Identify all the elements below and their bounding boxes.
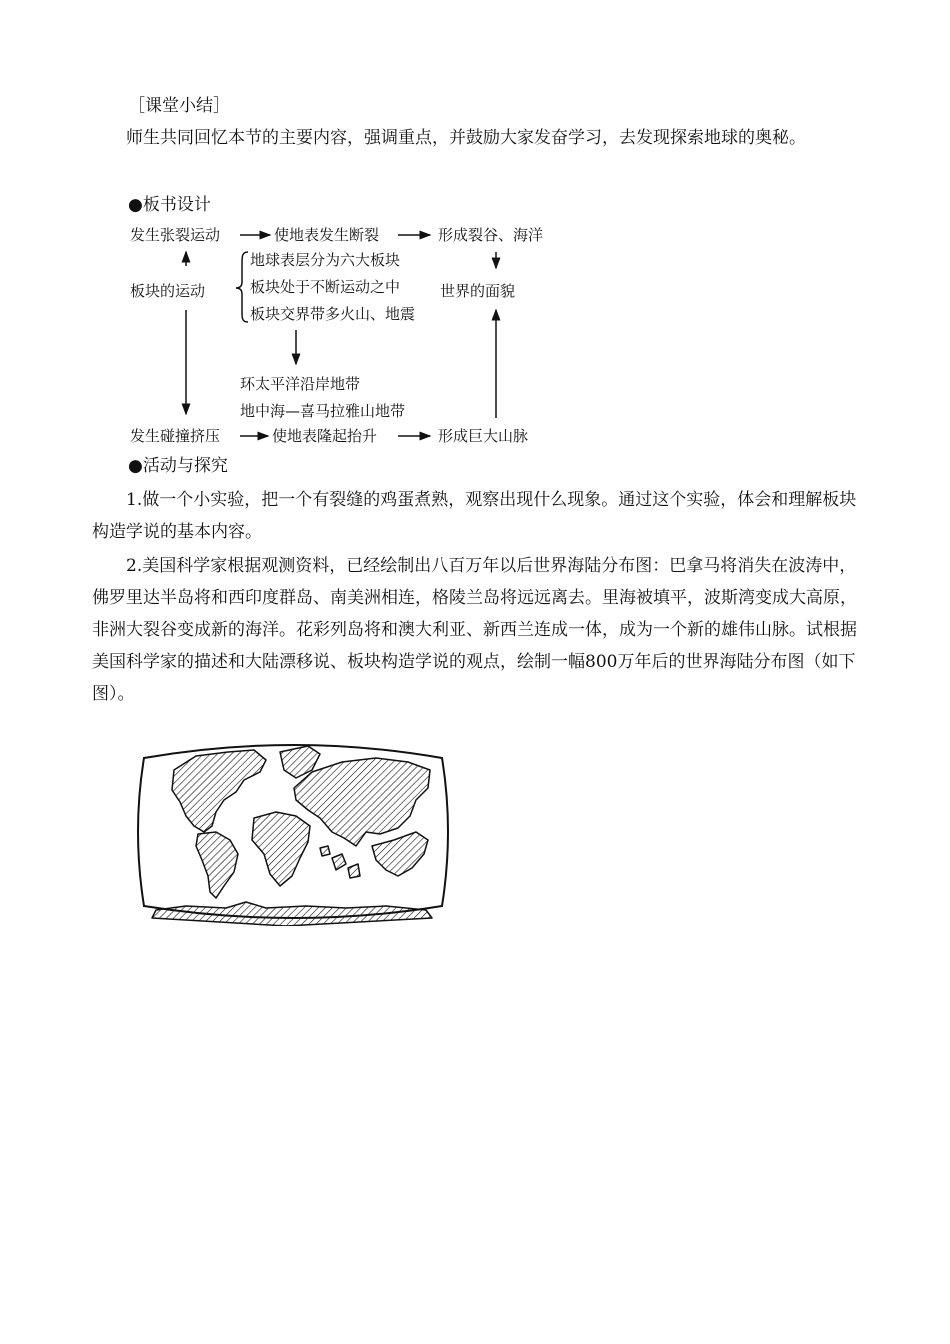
middle-item-3: 板块交界带多火山、地震 [250, 305, 416, 323]
bottom-step-1: 发生碰撞挤压 [130, 427, 221, 445]
summary-text: 师生共同回忆本节的主要内容，强调重点，并鼓励大家发奋学习，去发现探索地球的奥秘。 [126, 128, 806, 148]
top-step-2: 使地表发生断裂 [274, 226, 380, 244]
left-label: 板块的运动 [130, 282, 206, 300]
summary-heading: ［课堂小结］ [128, 96, 230, 116]
top-step-3: 形成裂谷、海洋 [438, 226, 544, 244]
board-design-diagram [128, 224, 568, 448]
future-world-map-illustration [136, 736, 452, 926]
activity-item-1: 1.做一个小实验，把一个有裂缝的鸡蛋煮熟，观察出现什么现象。通过这个实验，体会和理解板块构造学说的基本内容。 [92, 490, 857, 542]
belt-1: 环太平洋沿岸地带 [240, 375, 361, 393]
bottom-step-3: 形成巨大山脉 [438, 427, 529, 445]
board-design-heading: ●板书设计 [128, 195, 211, 215]
belt-2: 地中海—喜马拉雅山地带 [240, 402, 406, 420]
bottom-step-2: 使地表隆起抬升 [272, 427, 378, 445]
middle-item-1: 地球表层分为六大板块 [250, 251, 401, 269]
right-label: 世界的面貌 [440, 282, 516, 300]
activity-item-2: 2.美国科学家根据观测资料，已经绘制出八百万年以后世界海陆分布图：巴拿马将消失在波涛中，佛罗里达半岛将和西印度群岛、南美洲相连，格陵兰岛将远远离去。里海被填平，波斯湾变成大高原，非洲大裂谷变成新的海洋。花彩列岛将和澳大利亚、新西兰连成一体，成为一个新的雄伟山脉。试根据美国科学家的描述和大陆漂移说、板块构造学说的观点，绘制一幅800万年后的世界海陆分布图（如下图）。 [92, 556, 857, 704]
middle-item-2: 板块处于不断运动之中 [250, 278, 401, 296]
activity-heading: ●活动与探究 [128, 456, 228, 476]
top-step-1: 发生张裂运动 [130, 226, 221, 244]
